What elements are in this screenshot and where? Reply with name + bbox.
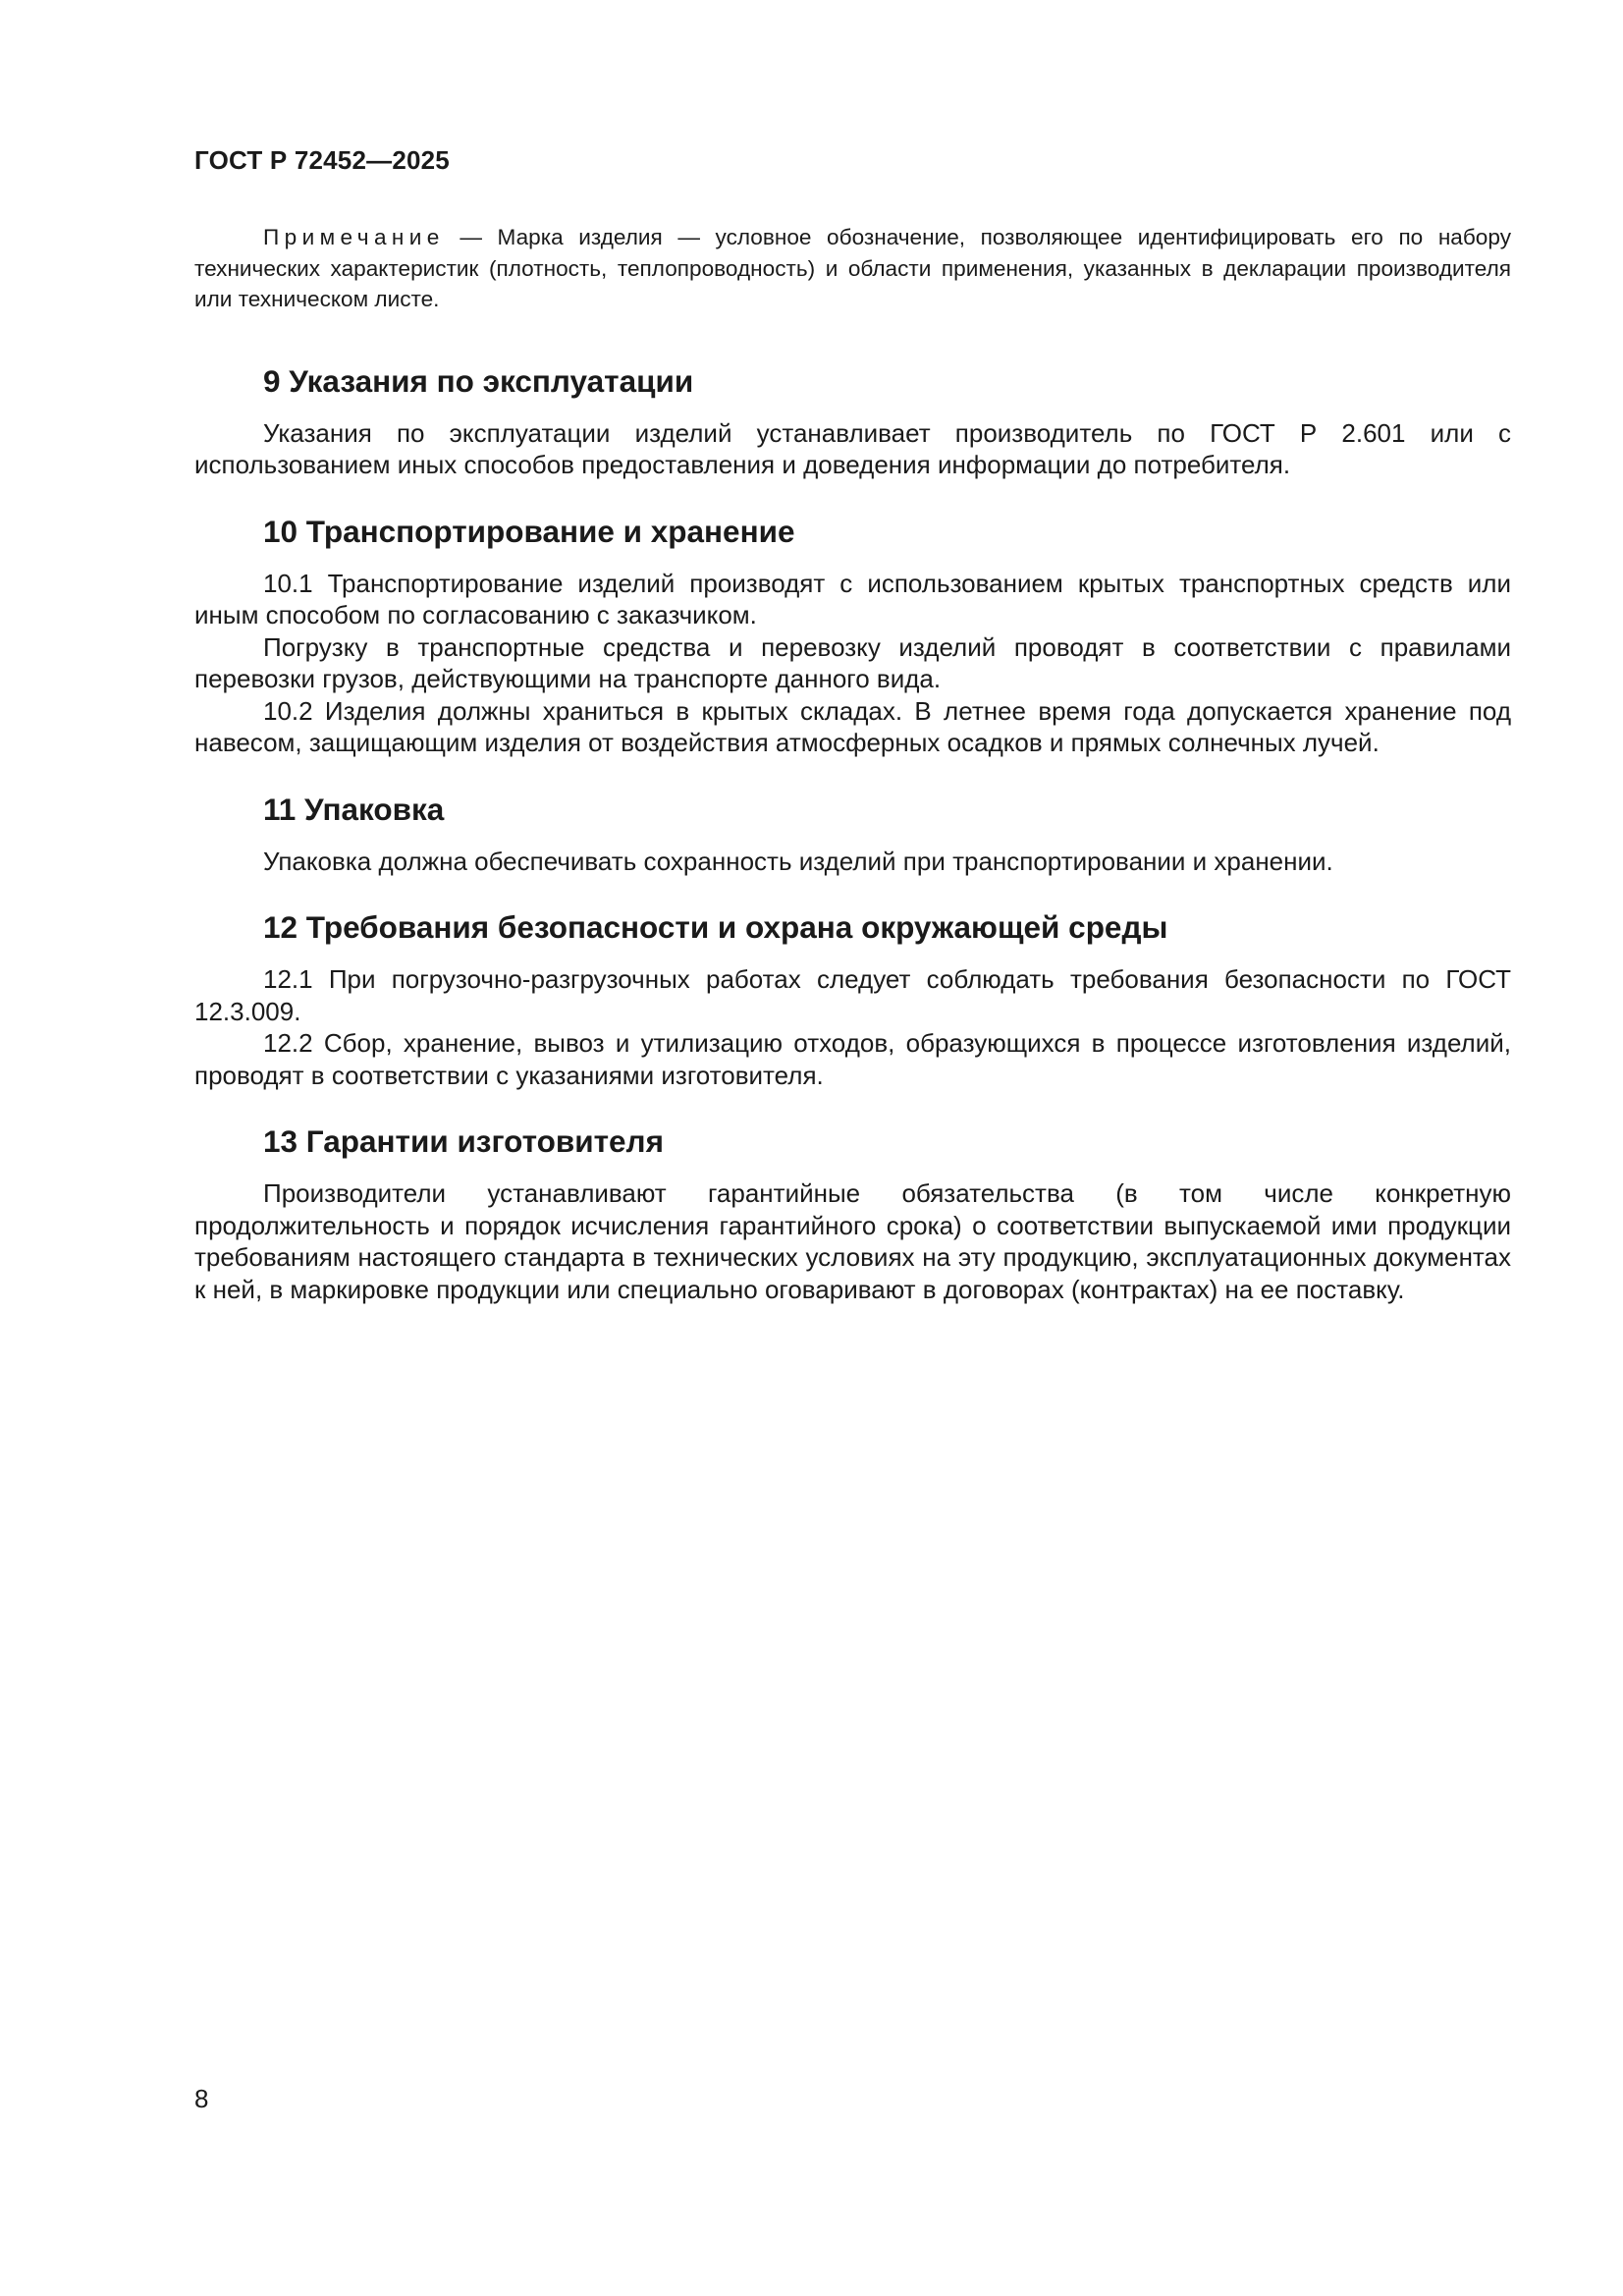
section-10-paragraph-1: 10.1 Транспортирование изделий производят с использованием крытых транспортных средств или иным способом по согласованию с заказчиком. xyxy=(194,568,1511,629)
section-9-paragraph-1: Указания по эксплуатации изделий устанавливает производитель по ГОСТ Р 2.601 или с использованием иных способов предоставления и доведения информации до потребителя. xyxy=(194,417,1511,479)
section-9-heading: 9 Указания по эксплуатации xyxy=(263,362,694,399)
note-label: Примечание xyxy=(263,225,445,249)
section-13-paragraph-1: Производители устанавливают гарантийные обязательства (в том числе конкретную продолжительность и порядок исчисления гарантийного срока) о соответствии выпускаемой ими продукции требованиям настоящего стандарта в технических условиях на эту продукцию, эксплуатационных документах к ней, в маркировке продукции или специально оговаривают в договорах (контрактах) на ее поставку. xyxy=(194,1178,1511,1304)
section-10-paragraph-3: 10.2 Изделия должны храниться в крытых складах. В летнее время года допускается хранение под навесом, защищающим изделия от воздействия атмосферных осадков и прямых солнечных лучей. xyxy=(194,695,1511,757)
section-12-heading: 12 Требования безопасности и охрана окружающей среды xyxy=(263,909,1168,945)
note-paragraph xyxy=(194,222,1511,315)
page-number: 8 xyxy=(194,2084,209,2113)
section-10-heading: 10 Транспортирование и хранение xyxy=(263,513,795,549)
page-content xyxy=(194,222,1511,1305)
document-code-header: ГОСТ Р 72452—2025 xyxy=(194,145,450,175)
section-10-paragraph-2: Погрузку в транспортные средства и перевозку изделий проводят в соответствии с правилами перевозки грузов, действующими на транспорте данного вида. xyxy=(194,631,1511,693)
section-11-heading: 11 Упаковка xyxy=(263,791,445,827)
section-11-paragraph-1: Упаковка должна обеспечивать сохранность изделий при транспортировании и хранении. xyxy=(263,846,1333,876)
section-13-heading: 13 Гарантии изготовителя xyxy=(263,1123,664,1159)
section-12-paragraph-1: 12.1 При погрузочно-разгрузочных работах следует соблюдать требования безопасности по ГОСТ 12.3.009. xyxy=(194,964,1511,1026)
section-12-paragraph-2: 12.2 Сбор, хранение, вывоз и утилизацию отходов, образующихся в процессе изготовления изделий, проводят в соответствии с указаниями изготовителя. xyxy=(194,1028,1511,1090)
note-text: — Марка изделия — условное обозначение, позволяющее идентифицировать его по набору технических характеристик (плотность, теплопроводность) и области применения, указанных в декларации производителя или техническом листе. xyxy=(194,225,1511,311)
